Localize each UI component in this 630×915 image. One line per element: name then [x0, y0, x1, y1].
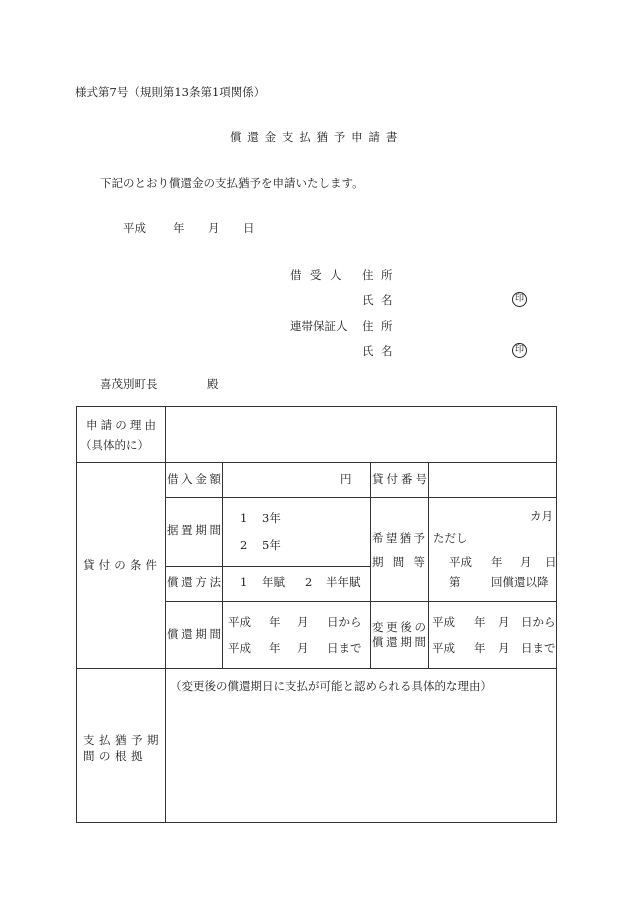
- changed-from-month: 月: [498, 615, 510, 629]
- borrowed-amount-value-cell: [222, 462, 371, 498]
- reason-label-cell: [76, 406, 166, 463]
- guarantor-address-label: 住所: [362, 319, 400, 333]
- repayment-option-2-text: 半年賦: [326, 575, 361, 589]
- reason-label: 申請の理由: [86, 418, 156, 432]
- reason-sublabel: （具体的に）: [80, 438, 149, 452]
- date-month: 月: [208, 221, 220, 235]
- repayment-to-month: 月: [297, 641, 309, 655]
- borrower-seal-mark: 印: [512, 292, 527, 307]
- guarantor-seal-mark: 印: [512, 343, 527, 358]
- repayment-from-day-char: 日: [327, 615, 339, 629]
- loan-number-label: 貸付番号: [372, 472, 427, 486]
- form-title: 償還金支払猶予申請書: [230, 130, 403, 144]
- deferment-option-2-num: 2: [240, 538, 248, 552]
- intro-text: 下記のとおり償還金の支払猶予を申請いたします。: [100, 176, 364, 190]
- installment-prefix: 第: [449, 575, 461, 589]
- changed-to-day: [521, 641, 556, 655]
- deferment-period-label: 据置期間: [167, 523, 221, 537]
- borrower-name-label: 氏名: [362, 293, 400, 307]
- repayment-method-value-cell: [222, 566, 371, 602]
- repayment-period-label: 償還期間: [167, 627, 221, 641]
- deferment-period-label-cell: [165, 497, 223, 567]
- repayment-period-label-cell: [165, 601, 223, 669]
- changed-from-suffix: から: [532, 615, 556, 629]
- desired-date-month: 月: [520, 555, 532, 569]
- changed-to-year: 年: [474, 641, 486, 655]
- changed-from-year: 年: [474, 615, 486, 629]
- changed-to-era: 平成: [432, 641, 455, 655]
- proviso-text: ただし: [433, 531, 468, 545]
- changed-period-label-line2: 償還期間: [372, 635, 426, 649]
- months-unit: カ月: [530, 509, 553, 523]
- repayment-method-label: 償還方法: [167, 575, 221, 589]
- desired-deferment-label-cell: [370, 497, 429, 602]
- deferment-option-1-num: 1: [240, 511, 248, 525]
- changed-period-value-cell: [428, 601, 557, 669]
- changed-period-label-line1: 変更後の: [372, 620, 426, 634]
- desired-date-day: 日: [545, 555, 557, 569]
- changed-to-month: 月: [498, 641, 510, 655]
- repayment-option-1-num: 1: [240, 575, 248, 589]
- repayment-option-1-text: 年賦: [262, 575, 285, 589]
- guarantor-name-label: 氏名: [362, 344, 400, 358]
- repayment-to-suffix: まで: [338, 641, 362, 655]
- repayment-option-2-num: 2: [305, 575, 313, 589]
- basis-label-cell: [76, 668, 166, 823]
- repayment-to-era: 平成: [228, 641, 251, 655]
- form-number: 様式第7号（規則第13条第1項関係）: [75, 85, 266, 99]
- desired-date-era: 平成: [449, 555, 472, 569]
- repayment-from-suffix: から: [338, 615, 362, 629]
- desired-deferment-label-line1: 希望猶予: [372, 531, 425, 545]
- loan-number-label-cell: [370, 462, 429, 498]
- repayment-to-day: [327, 641, 362, 655]
- addressee-name: 喜茂別町長: [100, 377, 158, 391]
- loan-number-value-cell: [428, 462, 557, 498]
- desired-date-year: 年: [491, 555, 503, 569]
- borrowed-amount-label: 借入金額: [167, 472, 221, 486]
- repayment-period-value-cell: [222, 601, 371, 669]
- deferment-option-1-text: 3年: [262, 511, 281, 525]
- repayment-method-label-cell: [165, 566, 223, 602]
- date-year: 年: [173, 221, 185, 235]
- repayment-to-year: 年: [269, 641, 281, 655]
- reason-value-cell: [165, 406, 557, 463]
- basis-label-line2: 間の根拠: [83, 749, 147, 763]
- application-table: [76, 406, 557, 823]
- deferment-period-value-cell: [222, 497, 371, 567]
- changed-to-suffix: まで: [532, 641, 556, 655]
- borrowed-amount-label-cell: [165, 462, 223, 498]
- basis-value-cell: [165, 668, 557, 823]
- basis-note: （変更後の償還期日に支払が可能と認められる具体的な理由）: [170, 679, 492, 693]
- deferment-option-2-text: 5年: [262, 538, 281, 552]
- repayment-from-day: [327, 615, 362, 629]
- repayment-from-era: 平成: [228, 615, 251, 629]
- repayment-to-day-char: 日: [327, 641, 339, 655]
- basis-label-line1: 支払猶予期: [83, 733, 163, 747]
- yen-unit: 円: [340, 472, 352, 486]
- repayment-from-month: 月: [297, 615, 309, 629]
- changed-period-label-cell: [370, 601, 429, 669]
- loan-terms-label-cell: [76, 462, 166, 669]
- date-era: 平成: [123, 221, 146, 235]
- changed-from-day: [521, 615, 556, 629]
- changed-from-era: 平成: [432, 615, 455, 629]
- loan-terms-label: 貸付の条件: [83, 558, 157, 572]
- installment-suffix: 回償還以降: [491, 575, 549, 589]
- desired-deferment-label-line2: 期間等: [372, 555, 425, 569]
- desired-deferment-value-cell: [428, 497, 557, 602]
- borrower-label: 借受人: [290, 268, 350, 282]
- repayment-from-year: 年: [269, 615, 281, 629]
- changed-to-day-char: 日: [521, 641, 533, 655]
- changed-from-day-char: 日: [521, 615, 533, 629]
- date-day: 日: [243, 221, 255, 235]
- borrower-address-label: 住所: [362, 268, 400, 282]
- guarantor-label: 連帯保証人: [290, 319, 348, 333]
- addressee-honorific: 殿: [207, 377, 219, 391]
